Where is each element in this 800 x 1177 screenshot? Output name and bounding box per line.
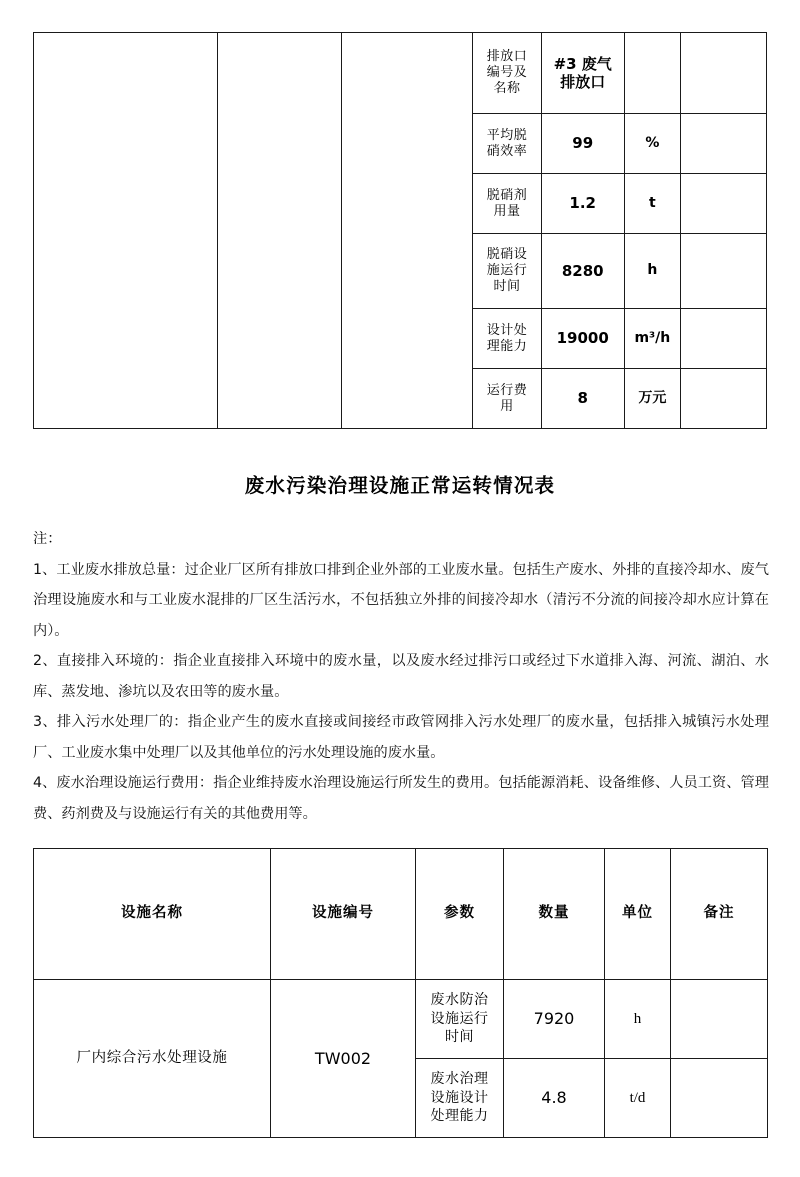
note-item-2: 2、直接排入环境的：指企业直接排入环境中的废水量，以及废水经过排污口或经过下水道排入海、河流、湖泊、水库、蒸发地、渗坑以及农田等的废水量。 xyxy=(33,653,769,700)
parameter-line: 设计处 xyxy=(486,322,528,338)
parameter-line: 平均脱 xyxy=(486,127,528,143)
column-header-facility-code: 设施编号 xyxy=(271,849,416,980)
parameter-line: 用 xyxy=(500,398,514,414)
parameter-line: 编号及 xyxy=(486,65,528,81)
bottom-table xyxy=(33,848,768,1138)
unit-cell: t/d xyxy=(605,1059,671,1138)
quantity-cell: 8 xyxy=(541,369,624,429)
parameter-line: 废水治理 xyxy=(430,1070,489,1087)
facility-name-cell xyxy=(34,33,218,429)
unit-cell: h xyxy=(624,234,681,309)
parameter-line: 时间 xyxy=(445,1029,474,1046)
quantity-cell: 8280 xyxy=(541,234,624,309)
remark-cell xyxy=(681,369,767,429)
notes-heading: 注： xyxy=(33,531,62,547)
parameter-line: 设施运行 xyxy=(430,1010,489,1027)
remark-cell xyxy=(681,234,767,309)
quantity-line: 排放口 xyxy=(560,73,606,91)
quantity-line: #3 废气 xyxy=(553,54,612,73)
unit-cell xyxy=(624,33,681,114)
parameter-cell xyxy=(473,369,542,429)
facility-code-cell: TW002 xyxy=(271,980,416,1138)
remark-cell xyxy=(681,33,767,114)
quantity-cell: 99 xyxy=(541,114,624,174)
remark-cell xyxy=(681,114,767,174)
table-header-row xyxy=(34,849,768,980)
parameter-cell xyxy=(473,33,542,114)
parameter-line: 脱硝剂 xyxy=(486,187,528,203)
table-row xyxy=(34,980,768,1059)
parameter-line: 处理能力 xyxy=(430,1108,489,1125)
parameter-line: 时间 xyxy=(493,278,521,294)
parameter-line: 理能力 xyxy=(486,338,528,354)
parameter-line: 废水防治 xyxy=(430,991,489,1008)
parameter-line: 硝效率 xyxy=(486,143,528,159)
unit-cell: t xyxy=(624,174,681,234)
quantity-cell xyxy=(541,33,624,114)
unit-cell: % xyxy=(624,114,681,174)
facility-code-cell xyxy=(217,33,341,429)
parameter-line: 名称 xyxy=(493,80,521,96)
quantity-cell: 19000 xyxy=(541,309,624,369)
parameter-line: 设施设计 xyxy=(430,1089,489,1106)
note-item-1: 1、工业废水排放总量：过企业厂区所有排放口排到企业外部的工业废水量。包括生产废水、外排的直接冷却水、废气治理设施废水和与工业废水混排的厂区生活污水，不包括独立外排的间接冷却水（清污不分流的间接冷却水应计算在内）。 xyxy=(33,561,769,639)
column-header-unit: 单位 xyxy=(605,849,671,980)
unit-cell: 万元 xyxy=(624,369,681,429)
parameter-line: 运行费 xyxy=(486,382,528,398)
facility-name-cell: 厂内综合污水处理设施 xyxy=(34,980,271,1138)
quantity-cell: 7920 xyxy=(504,980,605,1059)
remark-cell xyxy=(681,309,767,369)
unit-cell: h xyxy=(605,980,671,1059)
page-title: 废水污染治理设施正常运转情况表 xyxy=(244,474,556,497)
parameter-cell xyxy=(473,174,542,234)
note-item-3: 3、排入污水处理厂的：指企业产生的废水直接或间接经市政管网排入污水处理厂的废水量，包括排入城镇污水处理厂、工业废水集中处理厂以及其他单位的污水处理设施的废水量。 xyxy=(33,714,769,761)
quantity-cell: 4.8 xyxy=(504,1059,605,1138)
notes-section xyxy=(33,524,769,829)
air-pollution-facility-table-continuation xyxy=(33,32,767,429)
column-header-quantity: 数量 xyxy=(504,849,605,980)
facility-extra-cell xyxy=(341,33,472,429)
parameter-cell xyxy=(416,980,504,1059)
table-row xyxy=(34,33,767,114)
remark-cell xyxy=(671,1059,768,1138)
column-header-parameter: 参数 xyxy=(416,849,504,980)
parameter-cell xyxy=(416,1059,504,1138)
parameter-cell xyxy=(473,114,542,174)
unit-cell: m³/h xyxy=(624,309,681,369)
wastewater-facility-table xyxy=(33,848,767,1138)
parameter-cell xyxy=(473,309,542,369)
parameter-line: 排放口 xyxy=(486,49,528,65)
top-table xyxy=(33,32,767,429)
column-header-facility-name: 设施名称 xyxy=(34,849,271,980)
note-item-4: 4、废水治理设施运行费用：指企业维持废水治理设施运行所发生的费用。包括能源消耗、设备维修、人员工资、管理费、药剂费及与设施运行有关的其他费用等。 xyxy=(33,775,769,822)
column-header-remark: 备注 xyxy=(671,849,768,980)
remark-cell xyxy=(671,980,768,1059)
quantity-cell: 1.2 xyxy=(541,174,624,234)
parameter-line: 施运行 xyxy=(486,263,528,279)
remark-cell xyxy=(681,174,767,234)
parameter-line: 脱硝设 xyxy=(486,247,528,263)
parameter-cell xyxy=(473,234,542,309)
parameter-line: 用量 xyxy=(493,203,521,219)
